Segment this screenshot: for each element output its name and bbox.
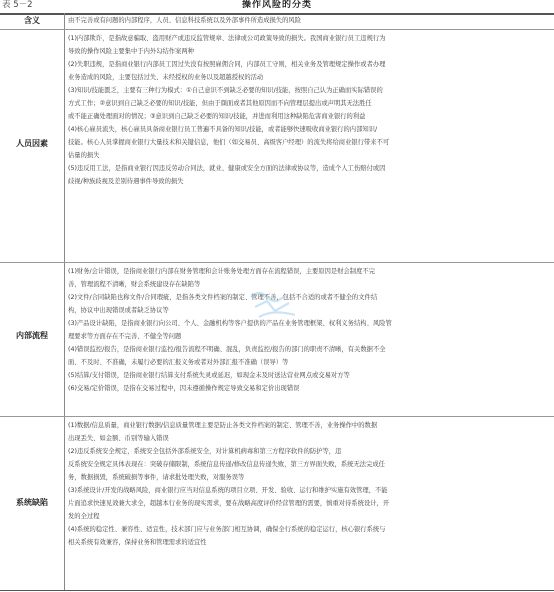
text-line: (4)核心雇员流失，核心雇员具备商业银行员工普遍不具备的知识/技能，或者能够快速吸收商业银行的内部知识/	[68, 126, 378, 133]
row-divider	[0, 416, 554, 417]
text-line: 务，数据损毁，系统破损等事件，请求批处理失败，对服务误等	[68, 474, 245, 481]
text-line: 构，协议中出现错误或者缺乏协议等	[68, 307, 169, 314]
text-line: (1)数据/信息质量，商业银行数据/信息质量管理主要是防止各类文件档案的制定、管理不善，业务操作中的数据	[68, 422, 378, 429]
paragraph	[68, 265, 550, 291]
text-line: (1)财务/会计错误，是指商业银行内部在财务管理和会计账务处理方面存在流程错误，主要原因是财会制度不完	[68, 268, 375, 275]
text-line: (4)系统的稳定性、兼容性、适宜性，技术部门应与业务部门相互协调，确保全行系统的稳定运行，核心银行系统与	[68, 526, 386, 533]
text-line: 理要求等方面存在不完善、不健全等问题	[68, 333, 182, 340]
text-line: (2)失职违规，是指商业银行内部员工因过失没有按照雇佣合同，内部员工守则，相关业务及管理规定操作或者办理	[68, 61, 386, 68]
paragraph	[68, 84, 550, 123]
paragraph	[68, 369, 550, 382]
text-line: (3)系统设计/开发的战略风险，商业银行应当对信息系统的项目立项、开发、验收、运行和维护实施有效管理，不能	[68, 487, 388, 494]
text-line: (5)违反用工法，是指商业银行因违反劳动合同法，就业、健康或安全方面的法律或协议等，造成个人工伤赔付或因	[68, 165, 386, 172]
row-content-process	[68, 265, 550, 395]
text-line: 方式工作；②意识到自己缺乏必要的知识/技能，但由于颜面或者其他原因而不向管理层提出或声明其无法胜任	[68, 100, 372, 107]
text-line: (4)错误监控/报告，是指商业银行监控/报告流程不明确、混乱，负责监控/报告的部门的职责不清晰，有关数据不全	[68, 346, 386, 353]
table-caption	[0, 0, 554, 12]
paragraph	[68, 317, 550, 343]
paragraph	[68, 291, 550, 317]
text-line: 技能。核心人员掌握商业银行大量技术和关键信息，他们（如交易员、高级客户经理）的流失将给商业银行带来不可	[68, 139, 390, 146]
row-divider	[0, 262, 554, 263]
paragraph	[68, 419, 550, 445]
text-line: 片面追求快速见效兼大求全，超越本行业务的现实需求，要在战略高度评价经营管理的需要，慎重对待系统设计，开	[68, 500, 390, 507]
column-divider	[64, 13, 65, 591]
row-label-meaning: 含义	[24, 16, 40, 25]
text-line: 发的全过程	[68, 513, 100, 520]
paragraph	[68, 162, 550, 188]
row-divider	[0, 29, 554, 30]
text-line: (3)知识/技能匮乏，主要有三种行为模式：①自己意识不到缺乏必要的知识/技能，按照自己认为正确而实际错误的	[68, 87, 383, 94]
text-line: 导致的操作风险主要集中于内外勾结作案两种	[68, 48, 194, 55]
row-content-people	[68, 32, 550, 188]
watermark-stroke	[259, 312, 295, 317]
text-line: (5)结算/支付错误，是指商业银行结算支付系统失灵或延迟，如现金未及时送达营业网点或交易对方等	[68, 372, 350, 379]
paragraph	[68, 14, 550, 27]
text-line: 估量的损失	[68, 152, 100, 159]
text-line: (6)交易/定价错误，是指在交易过程中，因未遵循操作规定导致交易和定价出现错误	[68, 385, 300, 392]
text-line: (2)文件/合同缺陷也称文件/合同瑕疵，是指各类文件档案的制定、管理不善，包括不合适的或者不健全的文件结	[68, 294, 378, 301]
paragraph	[68, 32, 550, 58]
table-bottom-rule	[0, 590, 554, 591]
watermark-logo	[245, 285, 305, 325]
watermark-strokes	[251, 293, 295, 317]
text-line: (2)违反系统安全规定，系统安全包括外部系统安全，对计算机病毒和第三方程序软件的防护等，违	[68, 448, 342, 455]
row-content-system	[68, 419, 550, 549]
table-number: 表 5－2	[2, 0, 33, 10]
row-label-system: 系统缺陷	[16, 498, 48, 507]
text-line: 业务造成的风险，主要包括过失、未经授权的业务以及超越授权的活动	[68, 74, 264, 81]
table-title: 操作风险的分类	[241, 0, 312, 10]
row-label-people: 人员因素	[16, 139, 48, 148]
paragraph	[68, 445, 550, 484]
row-content-meaning	[68, 14, 550, 27]
paragraph	[68, 484, 550, 523]
text-line: 歧视/种族歧视及差别待遇事件导致的损失	[68, 178, 184, 185]
text-line: (3)产品设计缺陷，是指商业银行向公司、个人、金融机构等客户提供的产品在业务管理框架、权利义务结构、风险管	[68, 320, 392, 327]
text-line: 或不能正确处理面对的情况；③意识到自己缺乏必要的知识/技能，并进而利用这种缺陷危害商业银行的利益	[68, 113, 366, 120]
text-line: (1)内部欺诈，是指故意骗取、盗用财产或违反监管规章、法律或公司政策导致的损失。我国商业银行员工违规行为	[68, 35, 386, 42]
paragraph	[68, 343, 550, 369]
paragraph	[68, 523, 550, 549]
text-line: 反系统安全规定具体表现在：突破存储限制，系统信息传递/修改信息传递失败，第三方界面失败，系统无法完成任	[68, 461, 385, 468]
text-line: 善，管理流程不清晰，财会系统建设存在缺陷等	[68, 281, 201, 288]
paragraph	[68, 58, 550, 84]
paragraph	[68, 382, 550, 395]
watermark-stroke	[255, 301, 289, 311]
text-line: 相关系统有效兼容，保持业务和管理需求的适宜性	[68, 539, 207, 546]
row-label-process: 内部流程	[16, 331, 48, 340]
paragraph	[68, 123, 550, 162]
text-line: 面、不及时、不准确，未履行必要的汇报义务或者对外部汇报不准确（误导）等	[68, 359, 289, 366]
text-line: 由不完善或有问题的内部程序，人员、信息科技系统以及外部事件所造成损失的风险	[68, 17, 301, 24]
text-line: 出现丢失、如金额、币别等输入错误	[68, 435, 169, 442]
